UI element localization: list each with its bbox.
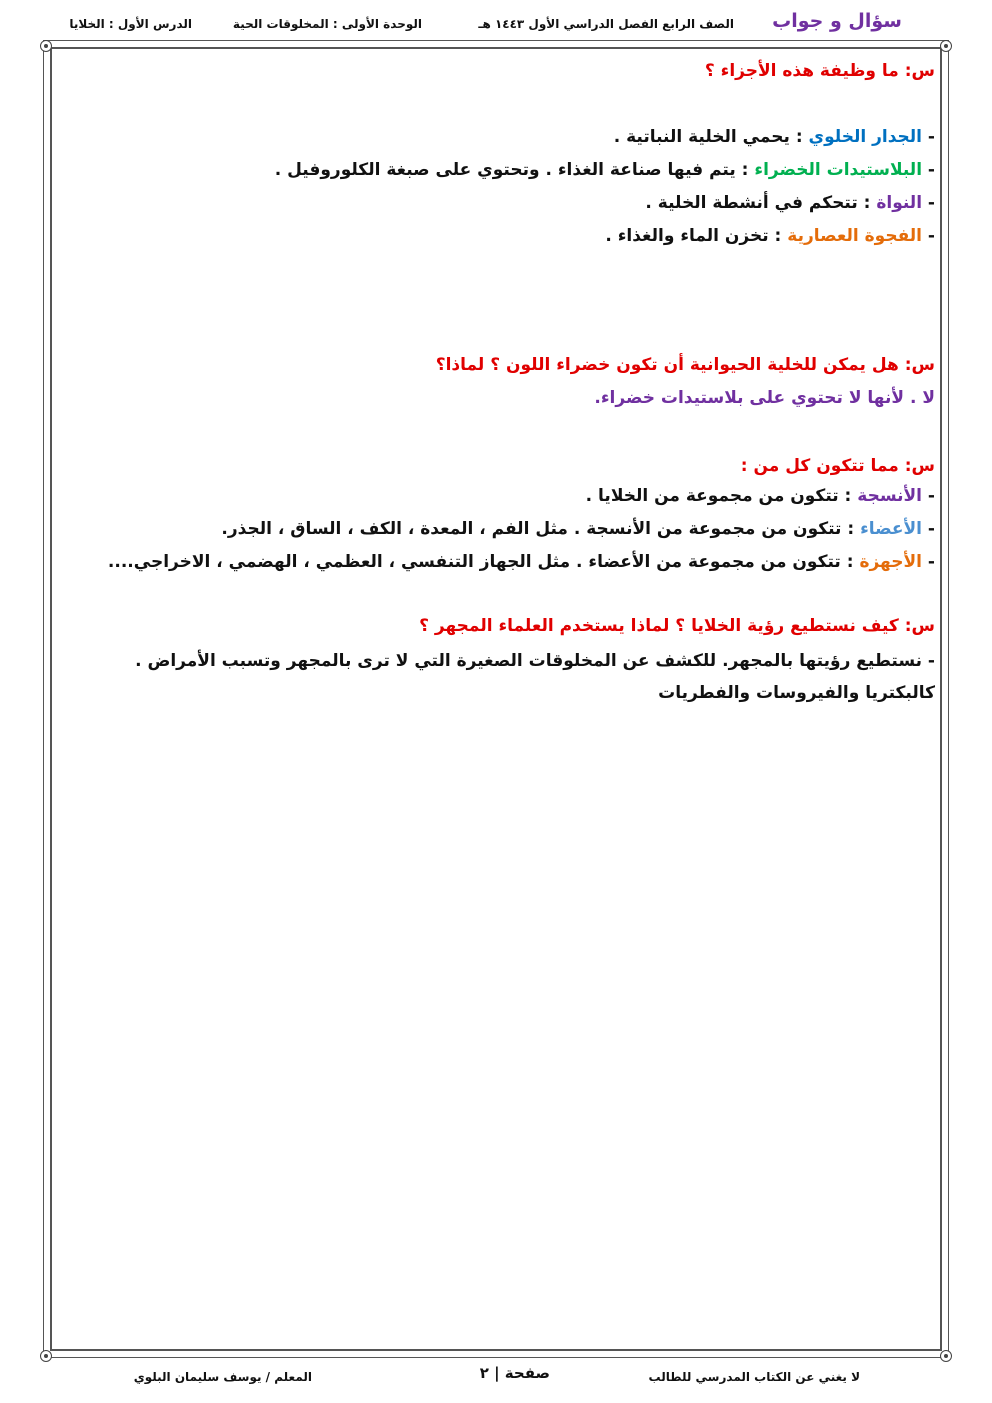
answer-2: لا . لأنها لا تحتوي على بلاستيدات خضراء. bbox=[594, 388, 935, 408]
corner-ornament-icon bbox=[40, 40, 52, 52]
unit-title: الوحدة الأولى : المخلوقات الحية bbox=[232, 17, 422, 31]
question-2: س: هل يمكن للخلية الحيوانية أن تكون خضراء اللون ؟ لماذا؟ bbox=[435, 355, 935, 375]
corner-ornament-icon bbox=[940, 40, 952, 52]
answer-item: - الجدار الخلوي : يحمي الخلية النباتية . bbox=[613, 127, 935, 147]
term-description: : تتكون من مجموعة من الأنسجة . مثل الفم ، المعدة ، الكف ، الساق ، الجذر. bbox=[221, 519, 861, 539]
term-description: : يتم فيها صناعة الغذاء . وتحتوي على صبغة الكلوروفيل . bbox=[274, 160, 755, 180]
term-tissues: الأنسجة bbox=[857, 486, 923, 506]
answer-item: - الأنسجة : تتكون من مجموعة من الخلايا . bbox=[585, 486, 935, 506]
term-organs: الأعضاء bbox=[860, 519, 923, 539]
term-description: : تخزن الماء والغذاء . bbox=[605, 226, 788, 246]
answer-item: - الأعضاء : تتكون من مجموعة من الأنسجة . مثل الفم ، المعدة ، الكف ، الساق ، الجذر. bbox=[221, 519, 935, 539]
page-number: صفحة | ٢ bbox=[479, 1364, 550, 1382]
term-description: : تتكون من مجموعة من الأعضاء . مثل الجهاز التنفسي ، العظمي ، الهضمي ، الاخراجي.... bbox=[107, 552, 860, 572]
question-3: س: مما تتكون كل من : bbox=[740, 456, 935, 476]
answer-item: - النواة : تتحكم في أنشطة الخلية . bbox=[645, 193, 935, 213]
corner-ornament-icon bbox=[40, 1350, 52, 1362]
answer-4: - نستطيع رؤيتها بالمجهر. للكشف عن المخلوقات الصغيرة التي لا ترى بالمجهر وتسبب الأمراض . كالبكتريا والفيروسات والفطريات bbox=[135, 651, 935, 703]
term-description: : تتكون من مجموعة من الخلايا . bbox=[585, 486, 858, 506]
term-description: : تتحكم في أنشطة الخلية . bbox=[645, 193, 877, 213]
term-description: : يحمي الخلية النباتية . bbox=[613, 127, 809, 147]
teacher-name: المعلم / يوسف سليمان البلوي bbox=[133, 1370, 312, 1384]
answer-item: - البلاستيدات الخضراء : يتم فيها صناعة الغذاء . وتحتوي على صبغة الكلوروفيل . bbox=[274, 160, 935, 180]
grade-semester: الصف الرابع الفصل الدراسي الأول ١٤٤٣ هـ bbox=[478, 17, 734, 31]
lesson-title: الدرس الأول : الخلايا bbox=[69, 17, 192, 31]
term-nucleus: النواة bbox=[876, 193, 923, 213]
question-4: س: كيف نستطيع رؤية الخلايا ؟ لماذا يستخدم العلماء المجهر ؟ bbox=[419, 616, 935, 636]
answer-item: - الأجهزة : تتكون من مجموعة من الأعضاء . مثل الجهاز التنفسي ، العظمي ، الهضمي ، الاخراجي.... bbox=[107, 552, 935, 572]
answer-item: - الفجوة العصارية : تخزن الماء والغذاء . bbox=[605, 226, 935, 246]
corner-ornament-icon bbox=[940, 1350, 952, 1362]
term-chloroplasts: البلاستيدات الخضراء bbox=[754, 160, 923, 180]
term-systems: الأجهزة bbox=[859, 552, 923, 572]
question-1: س: ما وظيفة هذه الأجزاء ؟ bbox=[704, 61, 935, 81]
term-vacuole: الفجوة العصارية bbox=[787, 226, 923, 246]
footer-note: لا يغني عن الكتاب المدرسي للطالب bbox=[648, 1370, 860, 1384]
page-header bbox=[40, 6, 952, 36]
brand-title: سؤال و جواب bbox=[772, 10, 902, 32]
page-footer bbox=[40, 1362, 952, 1392]
term-cell-wall: الجدار الخلوي bbox=[808, 127, 923, 147]
